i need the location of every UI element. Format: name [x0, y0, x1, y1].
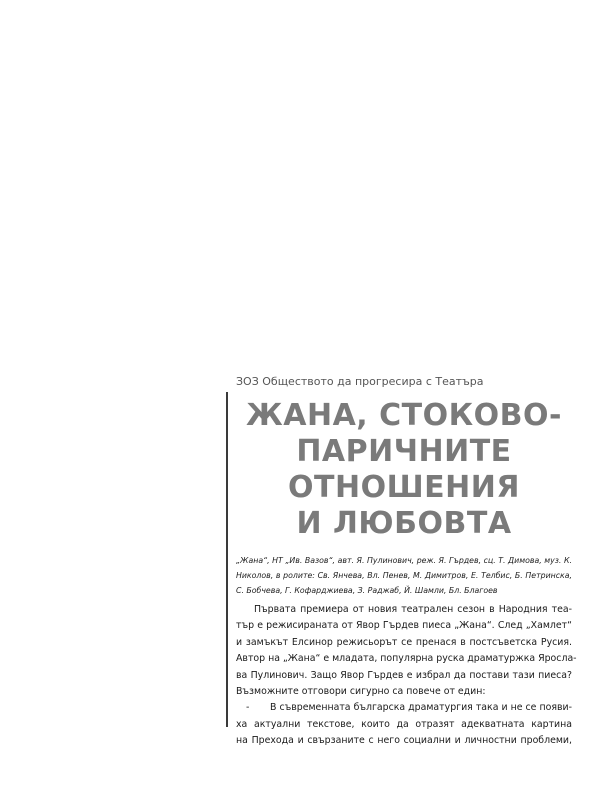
body-line: Възможните отговори сигурно са повече от един:	[236, 686, 486, 698]
body-line: ха актуални текстове, които да отразят адекватната картина	[236, 718, 572, 730]
title-line: ПАРИЧНИТЕ	[296, 434, 512, 469]
list-dash: -	[246, 702, 250, 714]
production-credits: „Жана“, НТ „Ив. Вазов“, авт. Я. Пулинович, реж. Я. Гърдев, сц. Т. Димова, муз. К. Николов, в ролите: Св. Янчева, Вл. Пенев, М. Димитров, Е. Телбис, Б. Петринска, С. Бобчева, Г. Кофарджиева, З. Раджаб, Й. Шамли, Бл. Благоев	[236, 556, 572, 595]
body-line: Автор на „Жана“ е младата, популярна руска драматуржка Яросла-	[236, 653, 577, 665]
list-item-text: В съвременната българска драматургия така и не се появи-	[270, 702, 572, 714]
article-title	[236, 398, 572, 542]
running-header-cut	[236, 375, 484, 391]
body-line: на Прехода и свързаните с него социални и личностни проблеми,	[236, 735, 572, 747]
body-line: и замъкът Елсинор режисьорът се пренася в постсъветска Русия.	[236, 636, 572, 648]
body-line: тър е режисираната от Явор Гърдев пиеса „Жана“. След „Хамлет“	[236, 620, 572, 632]
running-header-text: ЗОЗ Обществото да прогресира с Театъра	[236, 375, 484, 388]
list-item	[236, 700, 572, 716]
title-line: И ЛЮБОВТА	[296, 506, 512, 541]
vertical-rule	[226, 392, 228, 727]
body-line: Първата премиера от новия театрален сезон в Народния теа-	[254, 604, 572, 615]
body-line: ва Пулинович. Защо Явор Гърдев е избрал да постави тази пиеса?	[236, 669, 572, 681]
title-line: ЖАНА, СТОКОВО-	[246, 398, 562, 433]
article-body	[236, 602, 577, 750]
title-line: ОТНОШЕНИЯ	[288, 470, 520, 505]
